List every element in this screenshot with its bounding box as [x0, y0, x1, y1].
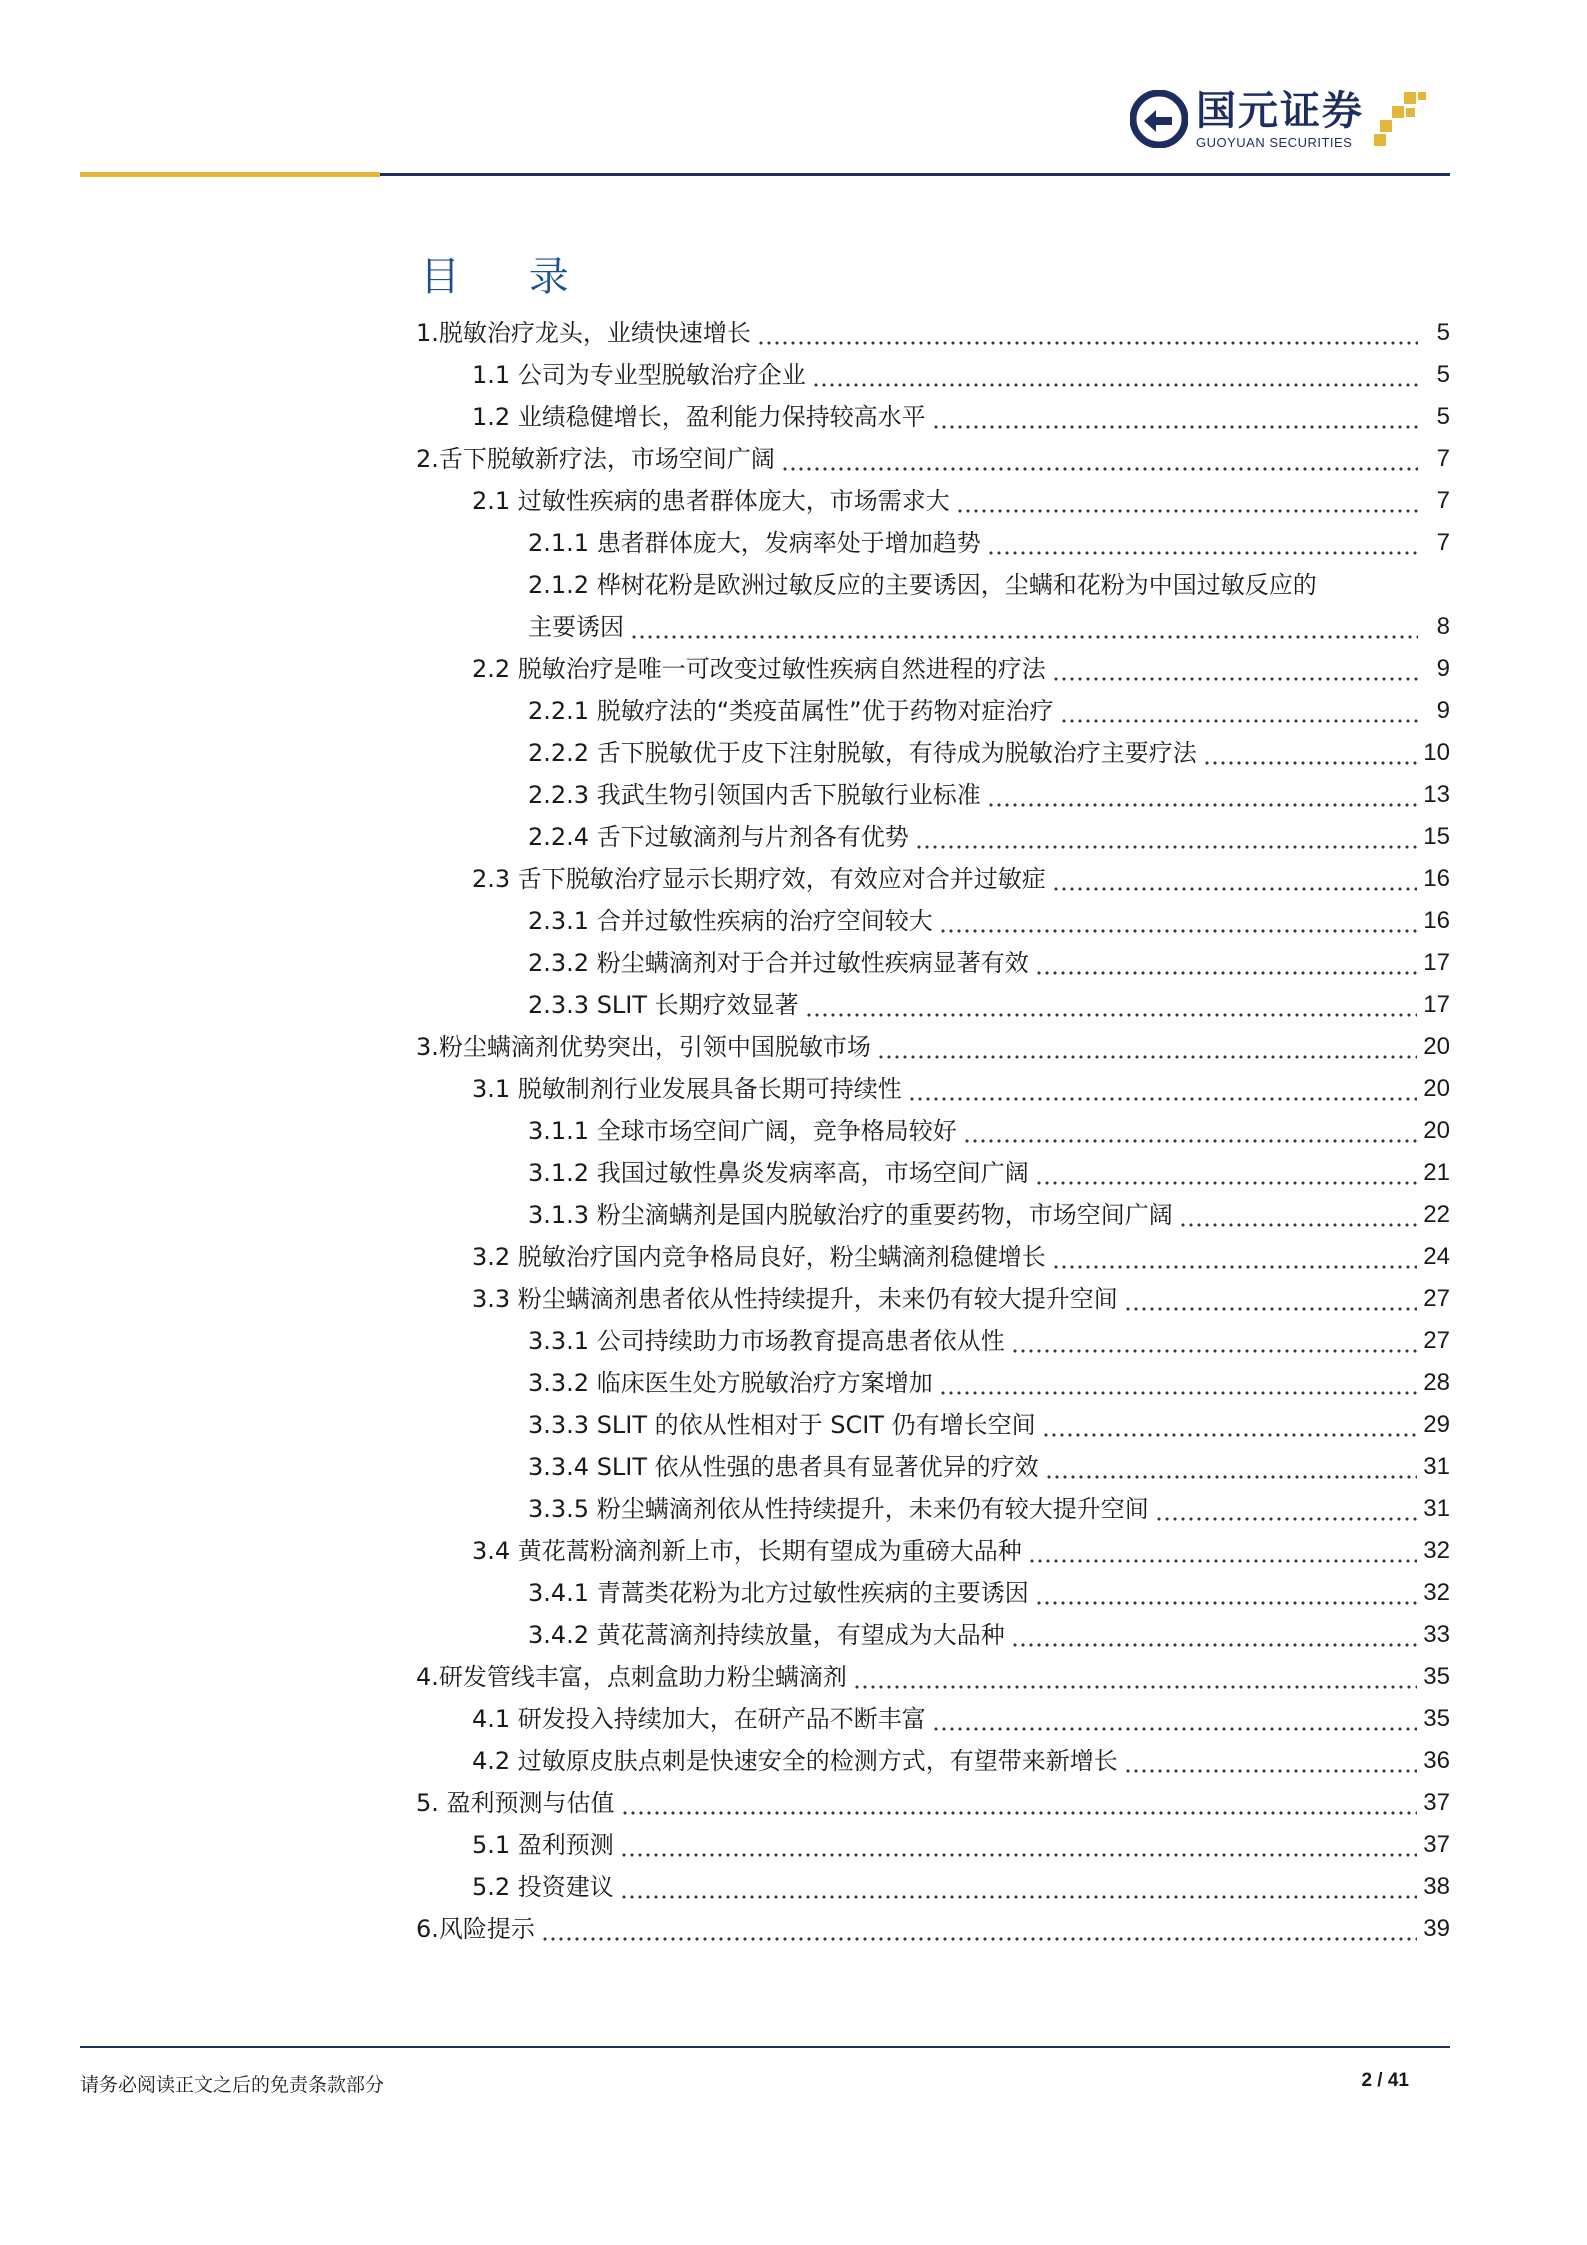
toc-dot-leader	[853, 1665, 1417, 1689]
toc-dot-leader	[630, 615, 1418, 639]
toc-entry-page: 21	[1423, 1159, 1450, 1186]
header-divider	[80, 172, 1450, 177]
toc-entry-page: 7	[1436, 529, 1450, 556]
toc-entry[interactable]	[416, 1110, 1450, 1152]
toc-entry[interactable]	[416, 732, 1450, 774]
toc-entry[interactable]	[416, 1488, 1450, 1530]
toc-dot-leader	[932, 1707, 1418, 1731]
toc-entry-label: 4.1 研发投入持续加大，在研产品不断丰富	[472, 1705, 926, 1733]
toc-entry-page: 5	[1436, 319, 1450, 346]
toc-entry-page: 27	[1423, 1285, 1450, 1312]
toc-entry-label: 2.1.2 桦树花粉是欧洲过敏反应的主要诱因，尘螨和花粉为中国过敏反应的	[528, 571, 1317, 599]
toc-entry[interactable]	[416, 774, 1450, 816]
toc-entry[interactable]	[416, 648, 1450, 690]
toc-entry-label: 3.4 黄花蒿粉滴剂新上市，长期有望成为重磅大品种	[472, 1537, 1022, 1565]
toc-entry[interactable]	[416, 1698, 1450, 1740]
logo-english-name: GUOYUAN SECURITIES	[1196, 134, 1353, 150]
toc-entry[interactable]	[416, 816, 1450, 858]
toc-entry-label: 1.脱敏治疗龙头，业绩快速增长	[416, 319, 751, 347]
toc-entry-page: 38	[1423, 1873, 1450, 1900]
toc-dot-leader	[1011, 1329, 1418, 1353]
gold-squares-icon	[1370, 88, 1432, 150]
toc-entry[interactable]	[416, 942, 1450, 984]
toc-entry-page: 15	[1423, 823, 1450, 850]
toc-entry-label: 3.1 脱敏制剂行业发展具备长期可持续性	[472, 1075, 902, 1103]
toc-entry[interactable]	[416, 1068, 1450, 1110]
toc-entry[interactable]	[416, 1362, 1450, 1404]
toc-dot-leader	[1028, 1539, 1418, 1563]
toc-entry[interactable]	[416, 1446, 1450, 1488]
toc-entry-label: 1.1 公司为专业型脱敏治疗企业	[472, 361, 806, 389]
toc-entry-label: 2.3.3 SLIT 长期疗效显著	[528, 991, 799, 1019]
toc-entry-label: 4.研发管线丰富，点刺盒助力粉尘螨滴剂	[416, 1663, 847, 1691]
toc-entry-label: 3.3.2 临床医生处方脱敏治疗方案增加	[528, 1369, 933, 1397]
toc-entry[interactable]	[416, 1152, 1450, 1194]
toc-entry-label: 2.2.3 我武生物引领国内舌下脱敏行业标准	[528, 781, 981, 809]
guoyuan-logo-icon	[1130, 90, 1188, 148]
toc-entry-label: 3.4.1 青蒿类花粉为北方过敏性疾病的主要诱因	[528, 1579, 1029, 1607]
toc-dot-leader	[1052, 657, 1418, 681]
toc-dot-leader	[939, 909, 1418, 933]
toc-dot-leader	[805, 993, 1418, 1017]
toc-entry[interactable]	[416, 354, 1450, 396]
toc-entry[interactable]	[416, 1866, 1450, 1908]
toc-dot-leader	[1011, 1623, 1418, 1647]
toc-entry-page: 17	[1423, 949, 1450, 976]
toc-dot-leader	[1035, 1581, 1418, 1605]
toc-dot-leader	[1042, 1413, 1418, 1437]
toc-entry-label: 3.1.2 我国过敏性鼻炎发病率高，市场空间广阔	[528, 1159, 1029, 1187]
toc-entry[interactable]	[416, 564, 1450, 606]
toc-entry-page: 39	[1423, 1915, 1450, 1942]
toc-entry-page: 7	[1436, 487, 1450, 514]
toc-dot-leader	[781, 447, 1418, 471]
toc-entry-page: 9	[1436, 655, 1450, 682]
toc-dot-leader	[987, 783, 1418, 807]
toc-entry-label: 2.3 舌下脱敏治疗显示长期疗效，有效应对合并过敏症	[472, 865, 1046, 893]
toc-entry-page: 29	[1423, 1411, 1450, 1438]
toc-entry-page: 9	[1436, 697, 1450, 724]
toc-entry[interactable]	[416, 522, 1450, 564]
toc-entry[interactable]	[416, 1236, 1450, 1278]
toc-dot-leader	[1052, 1245, 1418, 1269]
toc-entry-label: 3.3.1 公司持续助力市场教育提高患者依从性	[528, 1327, 1005, 1355]
toc-entry-page: 35	[1423, 1705, 1450, 1732]
toc-entry-page: 7	[1436, 445, 1450, 472]
toc-dot-leader	[908, 1077, 1418, 1101]
toc-entry[interactable]	[416, 858, 1450, 900]
toc-entry[interactable]	[416, 1740, 1450, 1782]
toc-entry[interactable]	[416, 1782, 1450, 1824]
toc-entry-page: 5	[1436, 403, 1450, 430]
toc-entry[interactable]	[416, 900, 1450, 942]
page-indicator: 2 / 41	[1361, 2070, 1409, 2091]
toc-dot-leader	[1155, 1497, 1418, 1521]
toc-dot-leader	[915, 825, 1418, 849]
toc-entry-label: 3.3 粉尘螨滴剂患者依从性持续提升，未来仍有较大提升空间	[472, 1285, 1118, 1313]
toc-entry[interactable]	[416, 438, 1450, 480]
toc-entry-page: 27	[1423, 1327, 1450, 1354]
toc-entry-label: 5.2 投资建议	[472, 1873, 614, 1901]
toc-entry[interactable]	[416, 1824, 1450, 1866]
toc-entry-label: 2.3.2 粉尘螨滴剂对于合并过敏性疾病显著有效	[528, 949, 1029, 977]
toc-dot-leader	[621, 1791, 1418, 1815]
toc-entry-page: 37	[1423, 1789, 1450, 1816]
toc-entry-page: 24	[1423, 1243, 1450, 1270]
footer-disclaimer: 请务必阅读正文之后的免责条款部分	[80, 2074, 385, 2096]
toc-entry-label: 3.4.2 黄花蒿滴剂持续放量，有望成为大品种	[528, 1621, 1005, 1649]
toc-dot-leader	[812, 363, 1418, 387]
toc-dot-leader	[877, 1035, 1417, 1059]
toc-entry-label: 3.3.3 SLIT 的依从性相对于 SCIT 仍有增长空间	[528, 1411, 1036, 1439]
toc-entry-page: 28	[1423, 1369, 1450, 1396]
toc-dot-leader	[1035, 1161, 1418, 1185]
toc-entry-page: 32	[1423, 1537, 1450, 1564]
toc-entry-label: 3.3.5 粉尘螨滴剂依从性持续提升，未来仍有较大提升空间	[528, 1495, 1149, 1523]
toc-dot-leader	[987, 531, 1418, 555]
toc-title: 目 录	[420, 254, 597, 300]
toc-entry-page: 16	[1423, 865, 1450, 892]
toc-dot-leader	[757, 321, 1418, 345]
toc-entry-page: 5	[1436, 361, 1450, 388]
toc-entry-label: 2.2.1 脱敏疗法的“类疫苗属性”优于药物对症治疗	[528, 697, 1054, 725]
toc-entry[interactable]	[416, 1194, 1450, 1236]
toc-entry-label: 2.2 脱敏治疗是唯一可改变过敏性疾病自然进程的疗法	[472, 655, 1046, 683]
toc-entry-label: 2.2.4 舌下过敏滴剂与片剂各有优势	[528, 823, 909, 851]
toc-entry[interactable]	[416, 984, 1450, 1026]
toc-entry-page: 31	[1423, 1495, 1450, 1522]
toc-dot-leader	[956, 489, 1418, 513]
toc-entry-label: 3.1.3 粉尘滴螨剂是国内脱敏治疗的重要药物，市场空间广阔	[528, 1201, 1173, 1229]
toc-entry-label: 3.粉尘螨滴剂优势突出，引领中国脱敏市场	[416, 1033, 871, 1061]
toc-entry[interactable]	[416, 606, 1450, 648]
toc-entry-label: 2.1.1 患者群体庞大，发病率处于增加趋势	[528, 529, 981, 557]
toc-entry-label: 1.2 业绩稳健增长，盈利能力保持较高水平	[472, 403, 926, 431]
toc-dot-leader	[541, 1917, 1417, 1941]
toc-entry-label: 3.1.1 全球市场空间广阔，竞争格局较好	[528, 1117, 957, 1145]
toc-entry-label: 4.2 过敏原皮肤点刺是快速安全的检测方式，有望带来新增长	[472, 1747, 1118, 1775]
toc-entry-page: 37	[1423, 1831, 1450, 1858]
toc-entry[interactable]	[416, 1614, 1450, 1656]
toc-entry-label: 5.1 盈利预测	[472, 1831, 614, 1859]
toc-entry-page: 32	[1423, 1579, 1450, 1606]
toc-entry-page: 13	[1423, 781, 1450, 808]
toc-dot-leader	[932, 405, 1418, 429]
toc-entry-label: 2.3.1 合并过敏性疾病的治疗空间较大	[528, 907, 933, 935]
toc-entry-page: 22	[1423, 1201, 1450, 1228]
toc-dot-leader	[1035, 951, 1418, 975]
toc-entry[interactable]	[416, 1656, 1450, 1698]
page-header	[0, 0, 1587, 180]
toc-entry-label: 2.舌下脱敏新疗法，市场空间广阔	[416, 445, 775, 473]
toc-entry-page: 17	[1423, 991, 1450, 1018]
toc-entry-page: 16	[1423, 907, 1450, 934]
toc-entry[interactable]	[416, 480, 1450, 522]
toc-entry-page: 20	[1423, 1075, 1450, 1102]
toc-dot-leader	[1124, 1287, 1418, 1311]
toc-entry[interactable]	[416, 312, 1450, 354]
toc-entry[interactable]	[416, 1026, 1450, 1068]
toc-dot-leader	[1052, 867, 1418, 891]
toc-entry-label: 主要诱因	[528, 613, 624, 641]
toc-entry-page: 33	[1423, 1621, 1450, 1648]
toc-entry[interactable]	[416, 1404, 1450, 1446]
toc-entry[interactable]	[416, 1572, 1450, 1614]
toc-entry[interactable]	[416, 396, 1450, 438]
toc-dot-leader	[939, 1371, 1418, 1395]
toc-dot-leader	[1179, 1203, 1418, 1227]
toc-entry[interactable]	[416, 690, 1450, 732]
toc-entry-label: 2.1 过敏性疾病的患者群体庞大，市场需求大	[472, 487, 950, 515]
toc-entry-page: 20	[1423, 1117, 1450, 1144]
toc-entry[interactable]	[416, 1320, 1450, 1362]
toc-entry-page: 36	[1423, 1747, 1450, 1774]
toc-dot-leader	[620, 1875, 1418, 1899]
toc-entry-label: 3.2 脱敏治疗国内竞争格局良好，粉尘螨滴剂稳健增长	[472, 1243, 1046, 1271]
toc-dot-leader	[963, 1119, 1418, 1143]
footer-divider	[80, 2046, 1450, 2048]
toc-dot-leader	[620, 1833, 1418, 1857]
toc-entry-page: 8	[1436, 613, 1450, 640]
toc-entry-page: 31	[1423, 1453, 1450, 1480]
toc-dot-leader	[1203, 741, 1418, 765]
toc-dot-leader	[1124, 1749, 1418, 1773]
toc-dot-leader	[1060, 699, 1418, 723]
toc-entry[interactable]	[416, 1278, 1450, 1320]
toc-entry[interactable]	[416, 1530, 1450, 1572]
toc-entry[interactable]	[416, 1908, 1450, 1950]
toc-entry-label: 2.2.2 舌下脱敏优于皮下注射脱敏，有待成为脱敏治疗主要疗法	[528, 739, 1197, 767]
toc-entry-label: 3.3.4 SLIT 依从性强的患者具有显著优异的疗效	[528, 1453, 1039, 1481]
table-of-contents	[416, 312, 1450, 1950]
toc-entry-page: 10	[1423, 739, 1450, 766]
toc-entry-label: 6.风险提示	[416, 1915, 535, 1943]
company-logo	[1130, 88, 1432, 150]
toc-entry-page: 35	[1423, 1663, 1450, 1690]
toc-entry-label: 5. 盈利预测与估值	[416, 1789, 615, 1817]
logo-chinese-name: 国元证券	[1196, 87, 1364, 134]
toc-dot-leader	[1045, 1455, 1418, 1479]
toc-entry-page: 20	[1423, 1033, 1450, 1060]
